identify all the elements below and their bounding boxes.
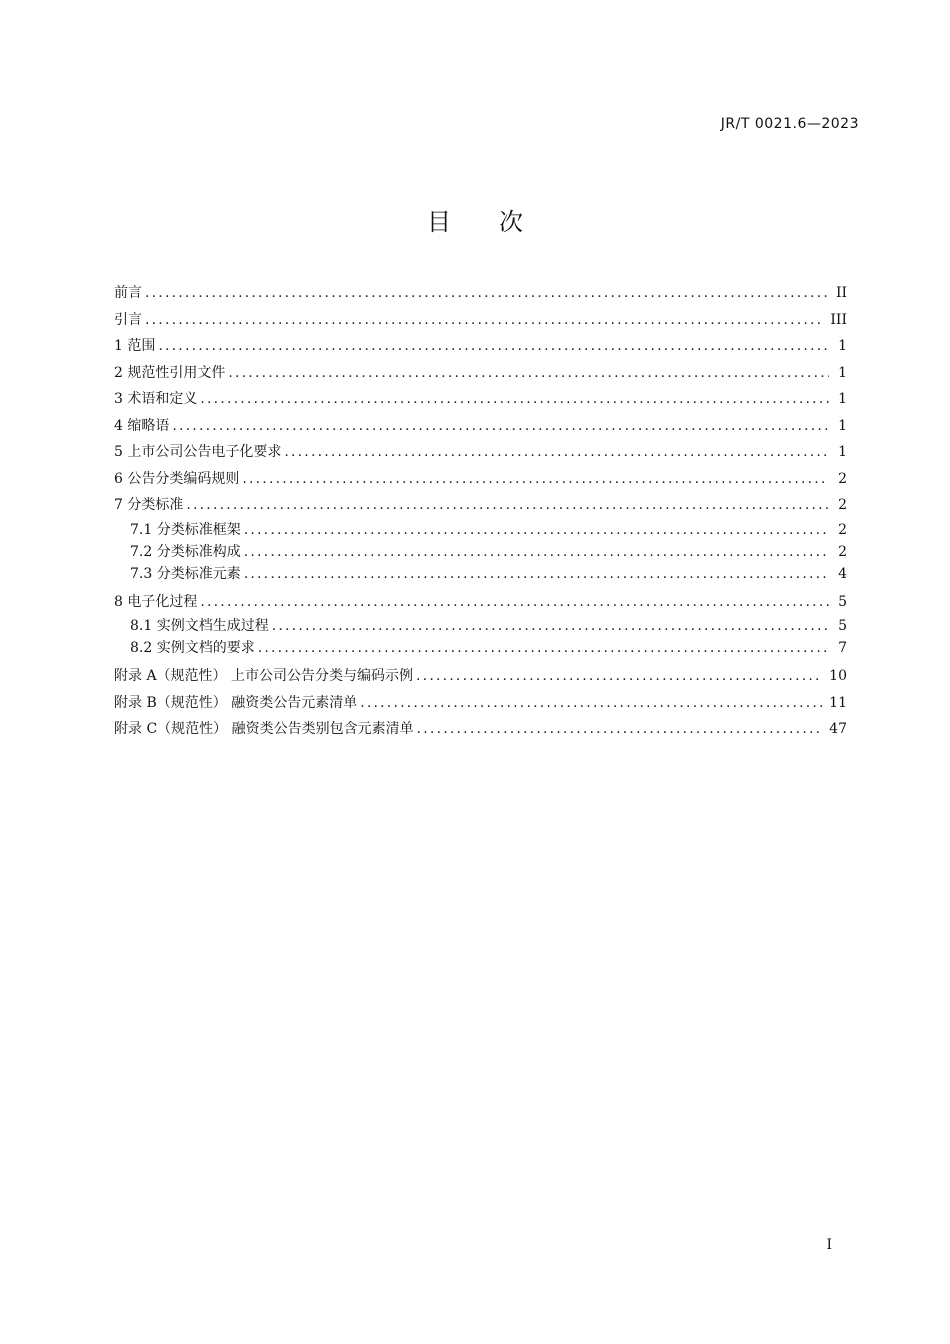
toc-list (114, 280, 847, 743)
document-code: JR/T 0021.6—2023 (720, 116, 859, 132)
toc-entry-label: 7.3 分类标准元素 (130, 565, 241, 582)
toc-leader-dots (244, 563, 829, 585)
toc-entry-label: 附录 B（规范性） 融资类公告元素清单 (114, 694, 358, 711)
toc-leader-dots (417, 716, 824, 743)
toc-leader-dots (145, 307, 824, 334)
toc-entry[interactable] (114, 466, 847, 493)
toc-entry[interactable] (114, 492, 847, 519)
toc-leader-dots (416, 663, 823, 690)
toc-leader-dots (242, 466, 829, 493)
toc-entry[interactable] (114, 307, 847, 334)
toc-entry-page: 5 (838, 618, 847, 634)
page-number: I (826, 1237, 832, 1253)
toc-entry-label: 7.2 分类标准构成 (130, 543, 241, 560)
toc-leader-dots (172, 413, 829, 440)
toc-entry-label: 8.2 实例文档的要求 (130, 640, 255, 656)
toc-entry[interactable] (114, 360, 847, 387)
toc-entry-label: 8 电子化过程 (114, 593, 198, 610)
toc-entry[interactable] (114, 563, 847, 585)
toc-entry-label: 6 公告分类编码规则 (114, 470, 240, 487)
toc-entry-page: 1 (838, 338, 847, 354)
toc-entry-label: 引言 (114, 311, 142, 328)
toc-entry-page: 5 (838, 593, 847, 610)
toc-entry[interactable] (114, 615, 847, 637)
toc-entry-label: 7.1 分类标准框架 (130, 521, 241, 538)
toc-entry[interactable] (114, 439, 847, 466)
toc-leader-dots (228, 360, 829, 387)
toc-entry-label: 7 分类标准 (114, 497, 184, 513)
toc-title-right: 次 (499, 208, 523, 236)
toc-entry-label: 3 术语和定义 (114, 391, 198, 407)
toc-entry[interactable] (114, 519, 847, 541)
toc-entry-page: 1 (838, 417, 847, 434)
toc-leader-dots (186, 492, 829, 519)
toc-entry-page: 2 (838, 470, 847, 487)
toc-entry-label: 8.1 实例文档生成过程 (130, 618, 269, 634)
toc-leader-dots (200, 589, 829, 616)
toc-entry-page: 11 (829, 694, 847, 711)
toc-entry-page: 1 (838, 444, 847, 460)
toc-entry-page: 7 (838, 640, 847, 656)
toc-entry-label: 附录 A（规范性） 上市公司公告分类与编码示例 (114, 668, 414, 684)
toc-entry[interactable] (114, 716, 847, 743)
toc-entry[interactable] (114, 637, 847, 659)
toc-leader-dots (272, 615, 829, 637)
toc-entry-label: 1 范围 (114, 338, 156, 354)
toc-entry[interactable] (114, 541, 847, 563)
toc-entry-page: III (830, 311, 847, 328)
toc-entry[interactable] (114, 663, 847, 690)
toc-entry-label: 5 上市公司公告电子化要求 (114, 444, 282, 460)
toc-leader-dots (258, 637, 829, 659)
toc-leader-dots (244, 519, 829, 541)
toc-entry-label: 2 规范性引用文件 (114, 364, 226, 381)
toc-entry-label: 前言 (114, 285, 142, 301)
toc-entry-page: 2 (838, 543, 847, 560)
toc-entry-label: 4 缩略语 (114, 417, 170, 434)
toc-entry[interactable] (114, 280, 847, 307)
toc-leader-dots (244, 541, 829, 563)
toc-entry[interactable] (114, 386, 847, 413)
toc-title-left: 目 (427, 208, 451, 236)
toc-entry[interactable] (114, 333, 847, 360)
toc-entry[interactable] (114, 589, 847, 616)
toc-leader-dots (158, 333, 829, 360)
toc-title (0, 202, 950, 237)
toc-entry-page: 4 (838, 565, 847, 582)
toc-leader-dots (145, 280, 829, 307)
toc-entry-page: 47 (829, 721, 847, 737)
toc-leader-dots (200, 386, 829, 413)
toc-entry[interactable] (114, 413, 847, 440)
toc-entry-page: 2 (838, 497, 847, 513)
toc-entry[interactable] (114, 690, 847, 717)
toc-leader-dots (360, 690, 823, 717)
toc-entry-page: 1 (838, 391, 847, 407)
toc-entry-page: 1 (838, 364, 847, 381)
toc-leader-dots (284, 439, 829, 466)
toc-entry-page: 10 (829, 668, 847, 684)
toc-entry-page: 2 (838, 521, 847, 538)
toc-entry-page: II (835, 285, 847, 301)
toc-entry-label: 附录 C（规范性） 融资类公告类别包含元素清单 (114, 721, 414, 737)
